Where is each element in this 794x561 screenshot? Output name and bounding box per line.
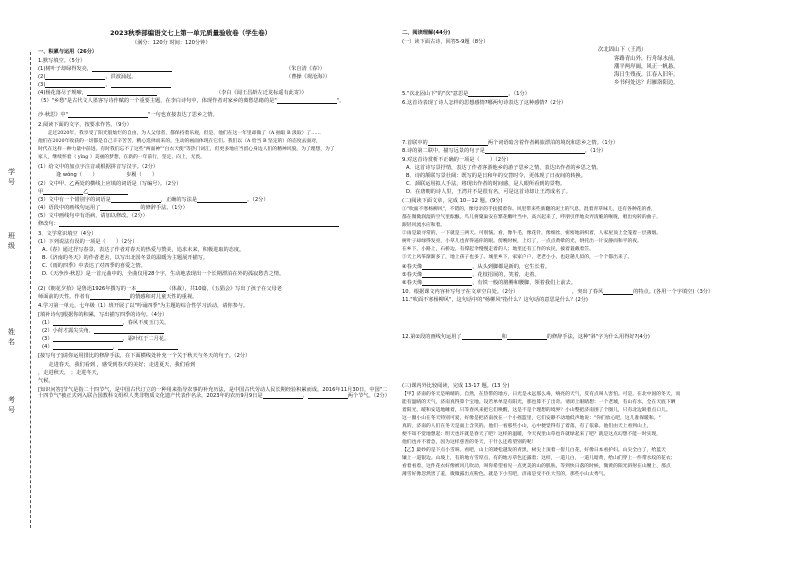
q5: 5."次北固山下"的"次"意思是 。（1分） [402,91,530,97]
answer-blank[interactable] [197,197,247,203]
q2-passage-line-3: 时代在这样一种力量中前进。有时我们忘不了这些"两面神""白衣天使"等热门词汇，但更多地应当留心身边人们的精神风貌，为了理想，为了 [38,147,335,152]
answer-blank[interactable] [53,344,113,350]
poem-line-4: 乡书何处达？归雁洛阳边。 [614,80,679,86]
q4-line-c: (3） ，霜叶红于二月花。 [42,336,170,342]
margin-label-ming: 名 [8,338,15,346]
q6: 6.这首诗表现了诗人怎样的思想感情?哪两句诗表达了这种感情?（2分） [402,100,567,106]
q4-sub-3: [知识问答]节气是指二十四节气，是中国古代订立的一种用来指导农事的补充历法，是中国古代劳动人民长期经验积累而成。2016年11月30日，中国"二十四节气"被正式列入联合国教科文组织人类非物质文化遗产代表作名录。2023年的农历9月9日是 、 两个节气。（2分） [38,387,390,399]
poem-line-2: 潮平两岸阔，风正一帆悬。 [614,64,679,70]
q2-sub-1: (1）给文中的加点字注音或根据拼音写汉字。（2分） [38,164,159,170]
q2-passage-line-1: 走过2020年，我享受了阳光般灿烂的自由，为人父母者，都保持着乐观，但是，他们在这一年里却做了（A 抽取 B 汲取）了…… [38,131,321,136]
q12: 12.第②段的画线句运用了 和 的修辞手法，这种"斜"字为什么用得好?(4分) [402,334,650,340]
sub-section-3: (三)课内外比较阅读，完成 13-17 题。(13 分) [402,383,510,389]
answer-blank[interactable] [94,328,164,334]
answer-blank[interactable] [53,320,123,326]
passage-3-line-3: 着阳光，暖和安适地睡着，只等春风来把它们唤醒，这是不是个理想的境界？小山整把济南围了个圈儿，只有北边缺着点口儿。 [402,408,671,413]
passage-3-line-4: 这一圈小山在冬天特别可爱，好像是把济南放在一个小摇篮里，它们安静不动地低声地说："你们放心吧，这儿准保暖和。" [402,416,661,421]
margin-label-kao: 考 [8,396,15,404]
answer-blank[interactable] [603,289,633,295]
q2-sub-5: (5）文中画线句中有语病，请加以修改。（2分） [38,213,148,219]
passage-3-line-11: 薄雪好像忽然害了羞，微微露出点粉色。就是下小雪吧，济南是受不住大雪的，那些小山太秀气。 [402,472,609,477]
answer-blank[interactable] [308,393,348,399]
answer-blank[interactable] [88,189,128,195]
passage-3-line-6: 便不知不觉地想起：明天也许就是春天了吧？这样的温暖，今天夜里山草也许就绿起来了吧？就是这点幻想不能一时实现， [402,432,662,437]
margin-label-hao2: 号 [8,406,15,414]
q2-sub-2: (2）文中甲、乙两处的横线上应填的词语是（写编号）。（2分） [38,181,182,187]
sub-section-1: (一）读下面古诗，回答5-9题（8分） [402,39,489,45]
q4-line-d: (4） ， [42,344,178,350]
q9-option-a: A．这首诗写景抒情，表达了作者客游他乡的游子思乡之情，表达出作者的乡思之情。 [406,165,602,171]
passage-2-line-4: ②雨是最寻常的，一下就是三两天。可别恼。看，像牛毛，像花针，像细丝，密密地斜织着，人家屋顶上全笼着一层薄烟。 [402,231,662,236]
answer-blank[interactable] [111,82,171,88]
q1-source-2: （曹操《观沧海》） [286,74,331,80]
answer-blank[interactable] [87,90,157,96]
q2-sub-3: (3）文中有一个错别字的词语是 ，正确的写法是 。（2分） [38,197,269,203]
q1-line-3: (3) ， [38,82,171,88]
section-2-heading: 二、阅读理解(44分) [402,30,451,36]
answer-blank[interactable] [462,334,502,340]
q3-option-a: A.《春》通过抒写春景，表达了作者对春天的热爱与赞美，追求未来，积极进取的态度。 [42,247,245,253]
q7: 7.首联中的 两个词语暗含着作者羁旅漂泊的境况和思乡之情。（1分） [402,140,619,146]
passage-3-line-8: 【乙】最妙的是下点小雪呀。看吧，山上的矮松越发的青黑，树尖上顶着一髻儿白花，好像日本看护妇。山尖全白了，给蓝天 [402,448,666,453]
q4-line-b: (2）小荷才露尖尖角， [42,328,164,334]
q3-sub-2-cont: 师面前的天性。作者有 的情感和对儿童天性的重视。 [38,294,198,300]
passage-2-line-5: 树叶子却绿得发亮，小草儿也青得逼你的眼。傍晚时候，上灯了，一点点黄晕的光，烘托出一片安静而和平的夜。 [402,239,642,244]
passage-2-line-1: ①"吹面不寒杨柳风"，不错的，像母亲的手抚摸着你。风里带来些新翻的泥土的气息，混着青草味儿，还有各种花的香， [402,207,656,212]
q10: 10．根据课文内容补写句子在文章空白处。（2分） [402,289,519,295]
q3-sub-2: (2)《朝花夕拾》是鲁迅1926年撰写的一本 （体裁），共10篇，《五猖会》写出了孩子在父母老 [38,286,282,292]
passage-2-line-2: 都在微微润湿的空气里酝酿。鸟儿将窠巢安在繁花嫩叶当中，高兴起来了，呼朋引伴地卖弄清脆的喉咙，唱出宛转的曲子， [402,215,662,220]
margin-label-xue: 学 [8,168,15,176]
passage-3-line-9: 镶上一道银边。山坡上，有的地方雪厚点，有的地方草色还露着；这样，一道儿白，一道儿暗黄，给山们穿上一件带水纹的花衣； [402,456,676,461]
q3-option-d: D.《天净沙·秋思》是一首元曲中的，全曲仅用28个字，生动地表现出一个长期漂泊在外的孤寂愁苦之情。 [42,271,285,277]
answer-blank[interactable] [422,280,472,286]
passage-2-blank-c: ⑥春天像 ，有铁一般的胳膊和腰脚，领着我们上前去。 [402,280,576,286]
q1-line-2: (2) ，洪波涌起。 [38,74,137,80]
poem-line-3: 海日生残夜，江春入旧年。 [614,72,679,78]
answer-blank[interactable] [422,272,472,278]
q2-sub-5-answer: 修改句： [38,221,339,227]
answer-blank[interactable] [45,74,105,80]
answer-blank[interactable] [422,264,472,270]
answer-blank[interactable] [468,91,508,97]
q4-sub-1: [填补诗句]根据你的积累，写出描写四季的诗句。（4分） [38,312,168,318]
q1-line-5: （5）"乡愁"是古代文人墨客写诗作赋的一个重要主题，在李白诗句中，体现作者对家乡的离愁思绪的是" "。 [38,98,345,104]
q11: 11."吹面不寒杨柳风"，这句话中的"杨柳风"指什么？这句话的意思是什么？(2分) [402,297,588,303]
poem-title: 次北固山下（王湾） [598,47,647,53]
section-1-heading: 一、积累与运用（26分） [38,49,98,55]
answer-blank[interactable] [43,189,83,195]
passage-3-line-2: 能有温晴的天气，济南真得算个宝地。设若单单是有阳光，那也算不了出奇。请闭上眼睛想：一个老城，有山有水，全在天底下晒 [402,400,676,405]
answer-blank[interactable] [136,286,166,292]
passage-3-line-7: 他们也并不着急，因为这样慈善的冬天，干什么还希望别的呢！ [402,440,537,445]
passage-2-blank-a: ④春天像 ，从头到脚都是新的，它生长着。 [402,264,551,270]
passage-3-line-1: 【甲】济南的冬天是响晴的。自然，在热带的地方，日光是永远那么毒，响亮的天气，反有点叫人害怕。可是，在北中国的冬天，而 [402,392,681,397]
passage-3-line-10: 看着看着，这件花衣好像被风儿吹动，叫你希望看见一点更美的山的肌肤。等到快日落的时候，微黄的阳光斜射在山腰上，那点 [402,464,671,469]
q2-passage-line-4: 家人，继续怀着（ yīng ）美丽的梦想，在新的一年前行，坚定、向上，无畏。 [38,155,205,160]
q4-sub-2-line-3: 气候。 [38,378,54,384]
q4-sub-2-line-1: 走进春天，我们看到 ，感受到春天的美好；走进夏天，我们看到 [38,362,196,368]
q2-sub-2-answers: 甲 乙 [38,189,128,195]
answer-blank[interactable] [263,393,303,399]
q2-sub-1-items: 逢 wǒng（ ） 步履（ ） [56,172,158,178]
sub-section-2: (二)阅读下面文章，完成 10－12 题。(9分) [402,198,503,204]
answer-blank[interactable] [277,98,337,104]
q1-line-1: (1)树叶子却绿得发亮， [38,66,172,72]
margin-label-ban: 班 [8,232,15,240]
margin-label-hao: 号 [8,178,15,186]
q3-option-c: C.《雨的四季》中表达了对四季的喜爱之情。 [42,263,146,269]
q4-sub-2-line-2: ，走进秋天， ；走进冬天， [38,370,102,376]
q2-stem: 2.阅读下面的文字，按要求作答。（9分） [38,122,132,128]
q1-source-3: （李白《闻王昌龄左迁龙标遥有此寄》） [216,90,307,96]
q1-line-6: 沙·秋思》中" "一句也直接表达了思乡之情。 [38,112,218,118]
q11-blanks: ，突出了春风 的特点。(各用一个字填空)（3分） [572,289,714,295]
exam-title: 2023秋季部编语文七上第一单元质量验收卷（学生卷） [110,29,272,37]
passage-2-blank-b: ⑤春天像 ，花枝招展的，笑着，走着。 [402,272,540,278]
q4-stem: 4.学习第一单元，七年级（1）班开展了以"吟诵四季"为主题的综合性学习活动，请你参与。 [38,303,249,309]
q9: 9.对这首诗赏析不正确的一项是（ ）（2分） [402,157,512,163]
margin-label-ji: 级 [8,242,15,250]
q2-sub-4: (4）语段中的画线句运用了 的修辞手法。（1分） [38,205,188,211]
q1-stem: 1.默写填空。（5分） [38,58,86,64]
poem-line-1: 客路青山外，行舟绿水前。 [614,56,679,62]
q9-option-d: D．在唐朝的诗人里，王湾并不是很有名，可是这首诗却让王湾成名了。 [406,189,571,195]
q9-option-b: B．诗的颔联写景壮阔：既写的是日和年的交替时令，更体现了日夜间的转换。 [406,173,586,179]
answer-blank[interactable] [59,221,339,227]
q8: 8.诗的第二联中，描写远景的句子是 。（1分） [402,148,607,154]
answer-blank[interactable] [45,82,105,88]
answer-blank[interactable] [111,197,161,203]
exam-meta: （满分：120分 时间：120分钟） [132,40,211,46]
binding-line [30,52,31,528]
answer-blank[interactable] [118,344,178,350]
answer-blank[interactable] [507,334,547,340]
margin-label-xing: 姓 [8,328,15,336]
q9-option-c: C．颈联运用拟人手法，将现出作者的时间感，是人眼所看到的景物。 [406,181,566,187]
q4-line-a: (1） ，春风不度玉门关。 [42,320,170,326]
answer-blank[interactable] [100,205,140,211]
q2-passage-line-2: 他们在2020年收获的一切都是自己辛辛苦苦，精心选择而来的。生动的画面体现在它们。我们以（A 恰当 B 坚定的）的态度去面对， [38,139,321,144]
answer-blank[interactable] [90,294,130,300]
passage-2-line-7: ③天上风筝渐渐多了，地上孩子也多了。城里乡下，家家户户，老老小小，也赶趟儿似的，一个个都出来了。 [402,255,633,260]
answer-blank[interactable] [485,148,585,154]
q1-line-4: (4)杨花落尽子规啼， [38,90,157,96]
passage-2-line-6: 在乡下，小路上，石桥边，有撑起伞慢慢走着的人；地里还有工作的农民，披着蓑戴着笠。 [402,247,594,252]
answer-blank[interactable] [53,336,123,342]
q3-sub-1: (1）下列说法有误的一项是（ ）（2分） [38,239,138,245]
q3-stem: 3．文学常识填空（4分） [38,231,97,237]
answer-blank[interactable] [428,140,488,146]
passage-3-line-5: 真的，济南的人们在冬天是面上含笑的。他们一看那些小山，心中便觉得有了着落，有了依靠。他们由天上看到山上， [402,424,652,429]
q4-sub-2: [接写句子]请你运用排比的修辞手法，在下面横线处补充一个关于秋天与冬天的句子。（2分） [38,353,251,359]
q3-option-b: B.《济南的冬天》的作者老舍，以写出北国冬景的温暖为主题展开描写。 [42,255,209,261]
q1-source-1: （朱自清《春》） [286,66,325,72]
answer-blank[interactable] [92,66,172,72]
answer-blank[interactable] [68,112,148,118]
passage-2-line-3: 跟轻风流水应和着。 [402,223,446,228]
